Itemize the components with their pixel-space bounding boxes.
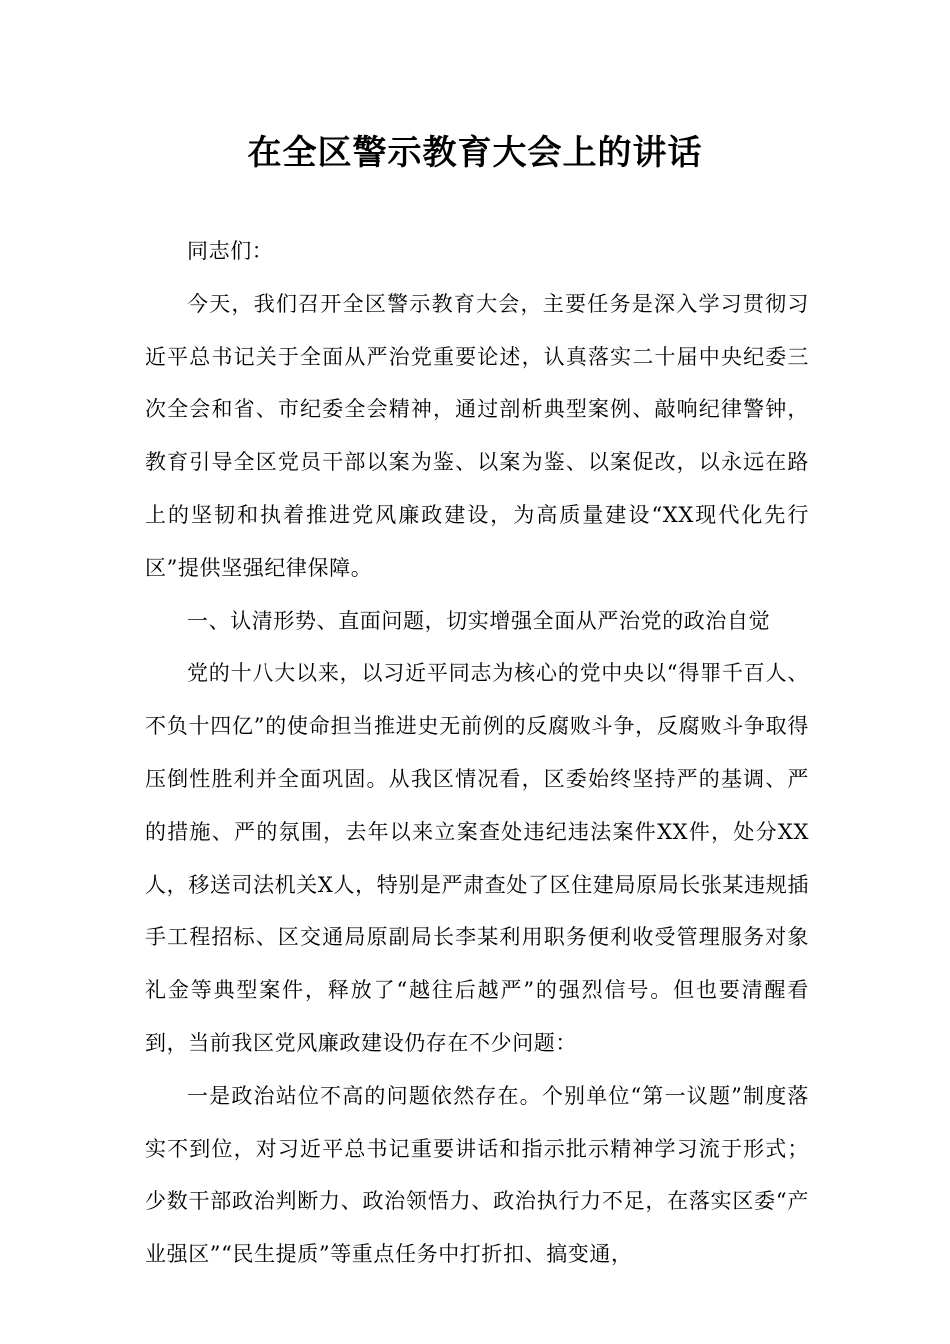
paragraph-situation: 党的十八大以来，以习近平同志为核心的党中央以“得罪千百人、不负十四亿”的使命担当推进史无前例的反腐败斗争，反腐败斗争取得压倒性胜利并全面巩固。从我区情况看，区委始终坚持严的基调、严的措施、严的氛围，去年以来立案查处违纪违法案件XX件，处分XX人，移送司法机关X人，特别是严肃查处了区住建局原局长张某违规插手工程招标、区交通局原副局长李某利用职务便利收受管理服务对象礼金等典型案件，释放了“越往后越严”的强烈信号。但也要清醒看到，当前我区党风廉政建设仍存在不少问题：	[145, 661, 809, 1055]
salutation: 同志们：	[187, 239, 274, 263]
paragraph-intro: 今天，我们召开全区警示教育大会，主要任务是深入学习贯彻习近平总书记关于全面从严治党重要论述，认真落实二十届中央纪委三次全会和省、市纪委全会精神，通过剖析典型案例、敲响纪律警钟，教育引导全区党员干部以案为鉴、以案为鉴、以案促改，以永远在路上的坚韧和执着推进党风廉政建设，为高质量建设“XX现代化先行区”提供坚强纪律保障。	[145, 291, 809, 580]
section-heading-1: 一、认清形势、直面问题，切实增强全面从严治党的政治自觉	[187, 608, 771, 633]
document-body	[145, 225, 809, 1281]
paragraph-problem-1: 一是政治站位不高的问题依然存在。个别单位“第一议题”制度落实不到位，对习近平总书记重要讲话和指示批示精神学习流于形式；少数干部政治判断力、政治领悟力、政治执行力不足，在落实区委“产业强区”“民生提质”等重点任务中打折扣、搞变通，	[145, 1083, 809, 1267]
page-title: 在全区警示教育大会上的讲话	[247, 133, 703, 173]
